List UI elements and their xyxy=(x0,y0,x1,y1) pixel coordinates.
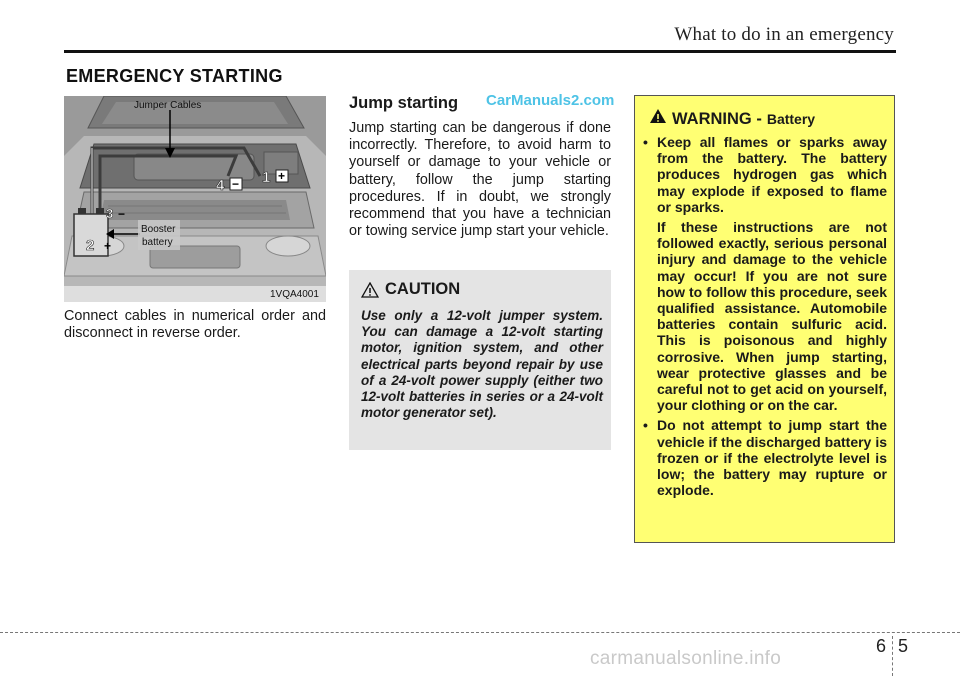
warning-triangle-icon xyxy=(649,108,667,124)
figure-code: 1VQA4001 xyxy=(270,289,319,300)
page-number-separator xyxy=(892,636,893,676)
jump-start-illustration xyxy=(64,96,326,302)
minus-sign: − xyxy=(118,207,126,221)
jumper-cables-label: Jumper Cables xyxy=(134,100,202,111)
chapter-title: What to do in an emergency xyxy=(674,24,894,45)
warning-title-main: WARNING - xyxy=(672,110,762,128)
warning-item-text: Do not attempt to jump start the vehicle if the discharged battery is frozen or if the electrolyte level is low; the battery may rupture or explode. xyxy=(657,417,887,499)
caution-box xyxy=(349,270,611,450)
caution-body: Use only a 12-volt jumper system. You can damage a 12-volt starting motor, ignition system, and other electrical parts beyond repair by use of a 24-volt power supply (either two 12-volt batteries in series or a 24-volt motor generator set). xyxy=(361,308,603,421)
warning-item-text: Keep all flames or sparks away from the battery. The battery produces hydrogen gas which may explode if exposed to flame or sparks. xyxy=(657,134,887,215)
chapter-number: 6 xyxy=(876,636,887,656)
connection-instruction: Connect cables in numerical order and disconnect in reverse order. xyxy=(64,308,326,341)
cable-number-3: 3 xyxy=(106,206,114,221)
booster-label-line1: Booster xyxy=(141,224,176,235)
jump-starting-body: Jump starting can be dangerous if done incorrectly. Therefore, to avoid harm to yourself or damage to your vehicle or battery, follow the jump starting procedures. If in doubt, we strongly recommend that you have a technician or towing service jump start your vehicle. xyxy=(349,120,611,240)
watermark-bottom: carmanualsonline.info xyxy=(590,648,782,669)
cable-number-2: 2 xyxy=(86,237,95,254)
car-engine-drawing xyxy=(64,96,326,302)
cable-number-1: 1 xyxy=(262,169,271,186)
watermark-top: CarManuals2.com xyxy=(486,92,615,109)
plus-sign: + xyxy=(104,239,112,253)
section-title: EMERGENCY STARTING xyxy=(66,66,283,86)
warning-item xyxy=(641,134,887,215)
warning-title xyxy=(649,108,815,129)
caution-title xyxy=(361,280,460,299)
minus-sign: − xyxy=(232,177,240,191)
warning-item-extra: If these instructions are not followed exactly, serious personal injury and damage to the vehicle may occur! If you are not sure how to follow this procedure, seek qualified assistance. Automobile batteries contain sulfuric acid. This is poisonous and highly corrosive. When jump starting, wear protective glasses and be careful not to get acid on yourself, your clothing or on the car. xyxy=(657,219,887,414)
bullet-icon: • xyxy=(643,134,648,150)
warning-title-sub: Battery xyxy=(766,111,816,127)
jump-starting-heading: Jump starting xyxy=(349,94,459,112)
warning-box xyxy=(634,95,895,543)
warning-item xyxy=(641,417,887,498)
caution-triangle-icon xyxy=(361,282,379,298)
plus-sign: + xyxy=(278,169,286,183)
caution-title-text: CAUTION xyxy=(385,280,461,298)
warning-list xyxy=(641,134,887,502)
page-number: 5 xyxy=(898,636,909,656)
bullet-icon: • xyxy=(643,417,648,434)
booster-label-line2: battery xyxy=(142,237,173,248)
footer-rule xyxy=(0,632,960,633)
cable-number-4: 4 xyxy=(216,177,225,194)
header-rule xyxy=(64,50,896,53)
